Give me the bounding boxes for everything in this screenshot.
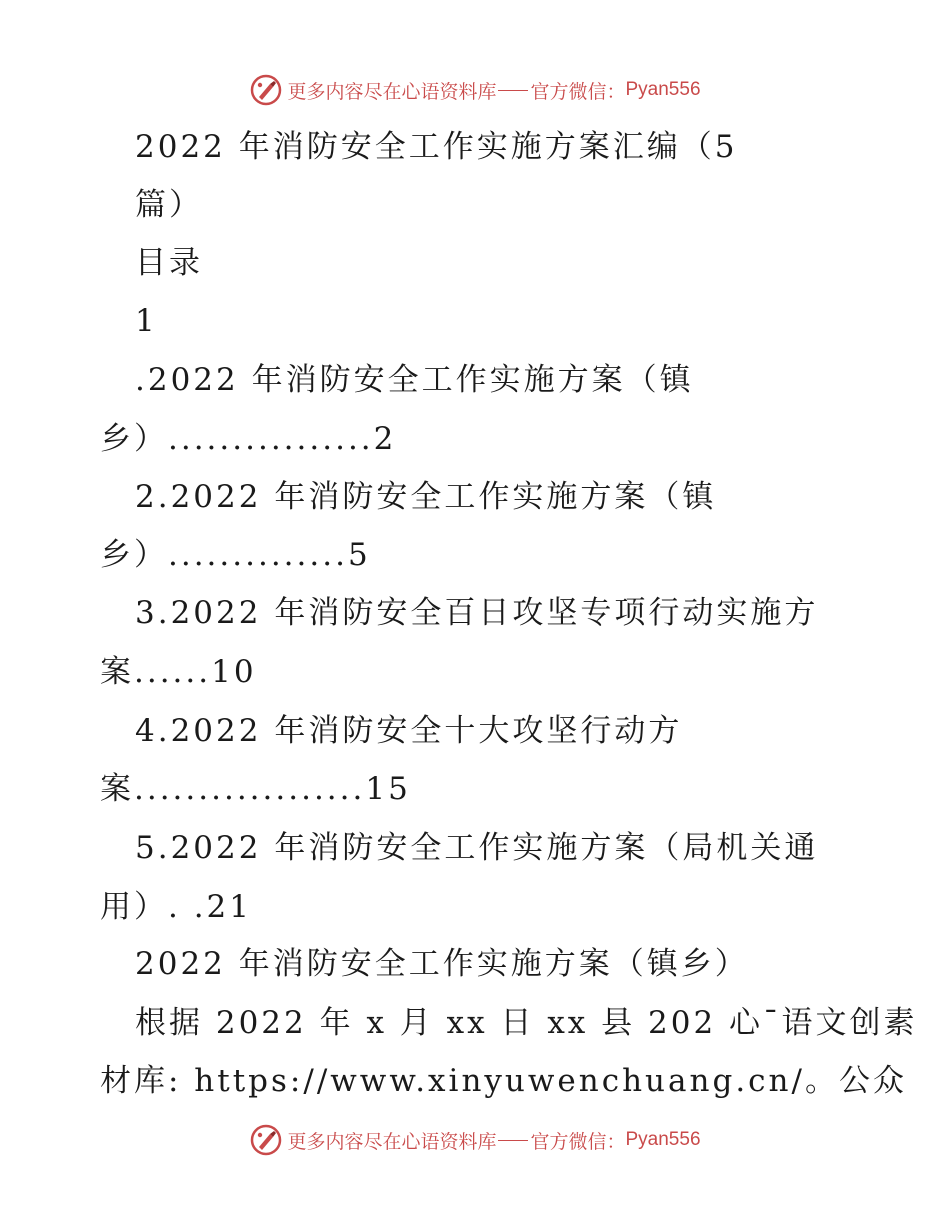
toc-item-5-line-2: 用）. .21 (100, 889, 253, 925)
section-title: 2022 年消防安全工作实施方案（镇乡） (135, 946, 749, 982)
toc-item-1-line-2: 乡）................2 (100, 421, 397, 457)
toc-item-3-line-1: 3.2022 年消防安全百日攻坚专项行动实施方 (135, 595, 819, 631)
toc-item-2-line-2: 乡）..............5 (100, 537, 371, 573)
section-paragraph-line-1: 根据 2022 年 x 月 xx 日 xx 县 202 心¯语文创素 (135, 1005, 918, 1041)
watermark-banner-bottom (0, 1120, 950, 1160)
toc-item-4-line-1: 4.2022 年消防安全十大攻坚行动方 (135, 713, 683, 749)
banner-contact: 官方微信： (530, 1130, 626, 1153)
watermark-banner-top (0, 70, 950, 110)
toc-item-1-line-1: .2022 年消防安全工作实施方案（镇 (135, 362, 694, 398)
toc-item-5-line-1: 5.2022 年消防安全工作实施方案（局机关通 (135, 830, 819, 866)
banner-divider (498, 90, 528, 91)
section-paragraph-line-2: 材库: https://www.xinyuwenchuang.cn/。公众 (100, 1063, 907, 1099)
banner-id: Pyan556 (625, 1129, 701, 1150)
doc-title-line-2: 篇） (135, 187, 203, 223)
banner-text: 更多内容尽在心语资料库 (287, 1130, 497, 1153)
banner-id: Pyan556 (625, 79, 701, 100)
toc-number: 1 (135, 303, 158, 339)
banner-text: 更多内容尽在心语资料库 (287, 80, 497, 103)
toc-item-3-line-2: 案......10 (100, 654, 257, 690)
banner-divider (498, 1140, 528, 1141)
doc-title-line-1: 2022 年消防安全工作实施方案汇编（5 (135, 129, 738, 165)
toc-heading: 目录 (135, 245, 203, 281)
pen-seal-icon (249, 1123, 283, 1157)
toc-item-4-line-2: 案..................15 (100, 771, 411, 807)
banner-contact: 官方微信： (530, 80, 626, 103)
pen-seal-icon (249, 73, 283, 107)
toc-item-2-line-1: 2.2022 年消防安全工作实施方案（镇 (135, 479, 717, 515)
